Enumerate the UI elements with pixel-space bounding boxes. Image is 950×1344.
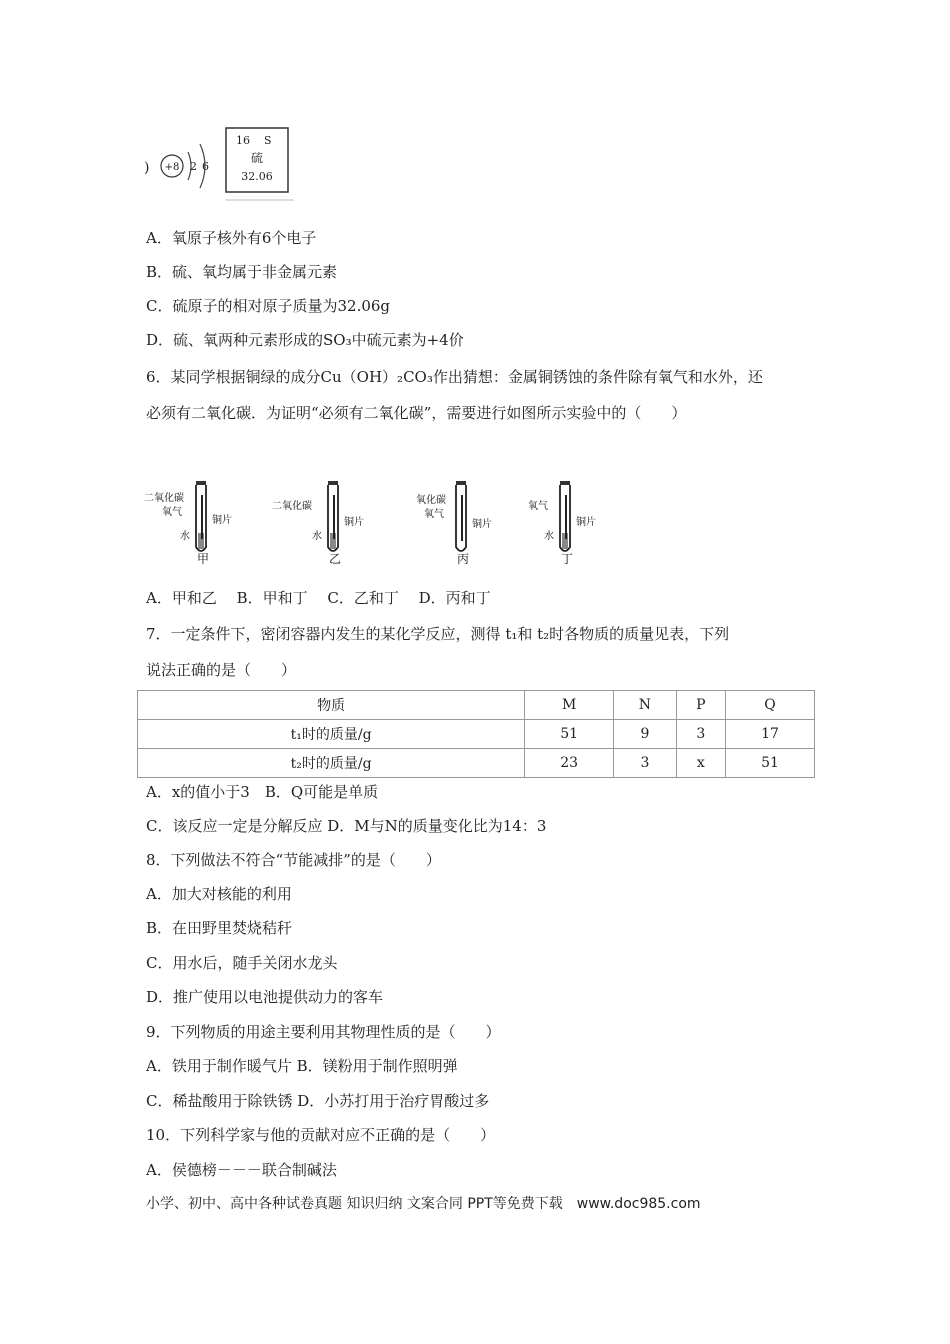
table-cell: 3 xyxy=(676,720,725,749)
table-header-cell: M xyxy=(525,691,614,720)
q10-stem: 10．下列科学家与他的贡献对应不正确的是（ ） xyxy=(146,1126,496,1144)
tube-ding-copper: 铜片 xyxy=(576,517,596,528)
tube-bing xyxy=(416,481,492,566)
table-header-cell: 物质 xyxy=(138,691,525,720)
table-header-cell: N xyxy=(614,691,677,720)
tube-jia-copper: 铜片 xyxy=(212,515,232,526)
sulfur-oxygen-figure xyxy=(140,122,300,204)
mass-table xyxy=(137,690,815,778)
q8-option-a: A．加大对核能的利用 xyxy=(146,885,292,903)
q5-option-b: B．硫、氧均属于非金属元素 xyxy=(146,263,338,281)
tube-yi-gas1: 二氧化碳 xyxy=(272,501,312,512)
table-cell: 3 xyxy=(614,749,677,778)
q7-options-line1: A．x的值小于3 B．Q可能是单质 xyxy=(146,783,379,801)
table-cell: 9 xyxy=(614,720,677,749)
q7-stem-line1: 7．一定条件下，密闭容器内发生的某化学反应，测得 t₁和 t₂时各物质的质量见表，下列 xyxy=(146,625,730,643)
q7-options-line2: C．该反应一定是分解反应 D．M与N的质量变化比为14：3 xyxy=(146,817,547,835)
table-cell: t₁时的质量/g xyxy=(138,720,525,749)
test-tube-figure xyxy=(144,475,610,567)
shell1-electrons: 2 xyxy=(190,160,197,173)
q8-stem: 8．下列做法不符合“节能减排”的是（ ） xyxy=(146,851,441,869)
table-cell: 51 xyxy=(725,749,814,778)
q10-option-a: A．侯德榜－－－联合制碱法 xyxy=(146,1161,337,1179)
q9-options-line1: A．铁用于制作暖气片 B．镁粉用于制作照明弹 xyxy=(146,1057,458,1075)
tube-ding-gas1: 氧气 xyxy=(528,501,548,512)
tube-bing-gas2: 氧气 xyxy=(424,509,444,520)
table-cell: t₂时的质量/g xyxy=(138,749,525,778)
tube-bing-name: 丙 xyxy=(457,552,470,566)
q6-options: A．甲和乙 B．甲和丁 C．乙和丁 D．丙和丁 xyxy=(146,589,491,607)
q8-option-b: B．在田野里焚烧秸秆 xyxy=(146,919,293,937)
q5-option-d: D．硫、氧两种元素形成的SO₃中硫元素为+4价 xyxy=(146,331,464,349)
q9-options-line2: C．稀盐酸用于除铁锈 D．小苏打用于治疗胃酸过多 xyxy=(146,1092,490,1110)
tube-yi-copper: 铜片 xyxy=(344,517,364,528)
figure-paren: ) xyxy=(144,160,150,176)
element-mass: 32.06 xyxy=(241,170,273,183)
element-symbol: S xyxy=(264,134,272,147)
q7-stem-line2: 说法正确的是（ ） xyxy=(146,661,297,679)
table-row xyxy=(138,720,815,749)
table-cell: 51 xyxy=(525,720,614,749)
q8-option-c: C．用水后，随手关闭水龙头 xyxy=(146,954,338,972)
table-cell: 17 xyxy=(725,720,814,749)
tube-bing-gas1: 氧化碳 xyxy=(416,495,446,506)
tube-ding-name: 丁 xyxy=(561,552,574,566)
table-cell: 23 xyxy=(525,749,614,778)
q8-option-d: D．推广使用以电池提供动力的客车 xyxy=(146,988,384,1006)
tube-ding-water: 水 xyxy=(544,531,554,542)
shell2-electrons: 6 xyxy=(202,160,209,173)
table-header-cell: Q xyxy=(725,691,814,720)
table-row xyxy=(138,749,815,778)
table-header-cell: P xyxy=(676,691,725,720)
q6-stem-line1: 6．某同学根据铜绿的成分Cu（OH）₂CO₃作出猜想：金属铜锈蚀的条件除有氧气和水外，还 xyxy=(146,368,763,386)
q9-stem: 9．下列物质的用途主要利用其物理性质的是（ ） xyxy=(146,1023,501,1041)
q6-stem-line2: 必须有二氧化碳．为证明“必须有二氧化碳”，需要进行如图所示实验中的（ ） xyxy=(146,404,687,422)
q5-option-c: C．硫原子的相对原子质量为32.06g xyxy=(146,297,391,315)
table-cell: x xyxy=(676,749,725,778)
page-footer: 小学、初中、高中各种试卷真题 知识归纳 文案合同 PPT等免费下载 www.doc985.com xyxy=(146,1196,701,1212)
tube-jia-gas2: 氧气 xyxy=(162,507,182,518)
tube-ding xyxy=(528,481,596,566)
table-header-row xyxy=(138,691,815,720)
tube-jia xyxy=(144,481,232,566)
tube-yi-water: 水 xyxy=(312,531,322,542)
q5-option-a: A．氧原子核外有6个电子 xyxy=(146,229,317,247)
tube-jia-gas1: 二氧化碳 xyxy=(144,493,184,504)
tube-yi xyxy=(272,481,364,566)
element-number: 16 xyxy=(236,134,250,147)
nucleus-charge: +8 xyxy=(164,162,180,173)
tube-jia-name: 甲 xyxy=(197,552,210,566)
element-name: 硫 xyxy=(250,151,264,165)
tube-bing-copper: 铜片 xyxy=(472,519,492,530)
tube-jia-water: 水 xyxy=(180,531,190,542)
tube-yi-name: 乙 xyxy=(329,552,342,566)
